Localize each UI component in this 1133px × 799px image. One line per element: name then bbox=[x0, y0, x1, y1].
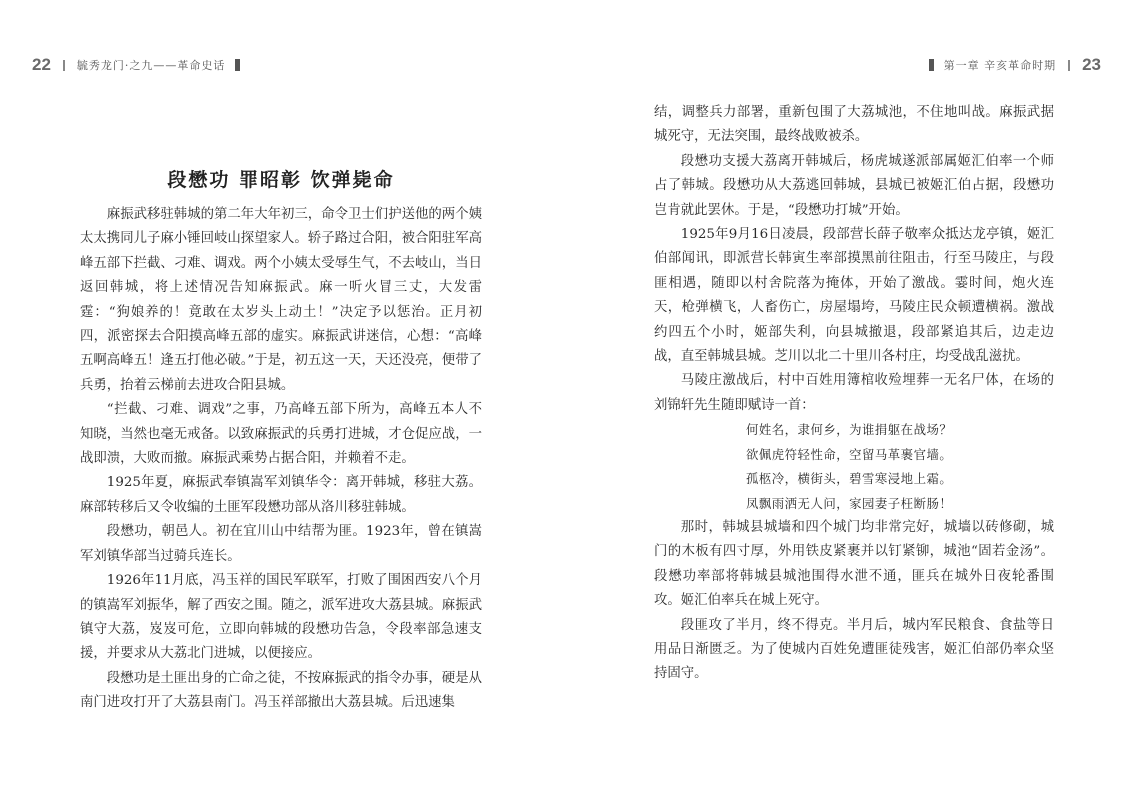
paragraph: 段懋功支援大荔离开韩城后，杨虎城遂派部属姬汇伯率一个师占了韩城。段懋功从大荔逃回韩城，县城已被姬汇伯占据，段懋功岂肯就此罢休。于是，“段懋功打城”开始。 bbox=[654, 153, 1054, 218]
page-number-right: 23 bbox=[1082, 55, 1101, 74]
paragraph: 段懋功，朝邑人。初在宜川山中结帮为匪。1923年，曾在镇嵩军刘镇华部当过骑兵连长。 bbox=[80, 524, 482, 564]
left-column bbox=[80, 203, 482, 716]
paragraph: 段匪攻了半月，终不得克。半月后，城内军民粮食、食盐等日用品日渐匮乏。为了使城内百姓免遭匪徒残害，姬汇伯部仍率众坚持固守。 bbox=[654, 617, 1054, 682]
paragraph: 1925年9月16日凌晨，段部营长薛子敬率众抵达龙亭镇，姬汇伯部闻讯，即派营长韩寅生率部摸黑前往阻击，行至马陵庄，与段匪相遇，随即以村舍院落为掩体，开始了激战。霎时间，炮火连天，枪弹横飞，人畜伤亡，房屋塌垮，马陵庄民众顿遭横祸。激战约四五个小时，姬部失利，向县城撤退，段部紧追其后，边走边战，直至韩城县城。芝川以北二十里川各村庄，均受战乱滋扰。 bbox=[654, 227, 1054, 365]
paragraph: 麻振武移驻韩城的第二年大年初三，命令卫士们护送他的两个姨太太携同儿子麻小锤回岐山探望家人。轿子路过合阳，被合阳驻军高峰五部下拦截、刁难、调戏。两个小姨太受辱生气，不去岐山，当日返回韩城，将上述情况告知麻振武。麻一听火冒三丈，大发雷霆：“狗娘养的！竟敢在太岁头上动土！”决定予以惩治。正月初四，派密探去合阳摸高峰五部的虚实。麻振武讲迷信，心想：“高峰五啊高峰五！逢五打他必破。”于是，初五这一天，天还没亮，便带了兵勇，抬着云梯前去进攻合阳县城。 bbox=[80, 207, 482, 393]
poem-line: 凤飘雨洒无人问，家园妻子枉断肠！ bbox=[746, 495, 953, 511]
page-number-left: 22 bbox=[32, 55, 51, 74]
paragraph: 1925年夏，麻振武奉镇嵩军刘镇华令：离开韩城，移驻大荔。麻部转移后又令收编的土匪军段懋功部从洛川移驻韩城。 bbox=[80, 475, 482, 515]
poem-line: 何姓名，隶何乡，为谁捐躯在战场？ bbox=[746, 422, 953, 438]
chapter-title: 第一章 辛亥革命时期 bbox=[943, 59, 1057, 72]
header-right bbox=[919, 54, 1101, 76]
poem-line: 欲佩虎符轻性命，空留马革裹官墙。 bbox=[746, 446, 953, 462]
paragraph: 结，调整兵力部署，重新包围了大荔城池，不住地叫战。麻振武据城死守，无法突围，最终战败被杀。 bbox=[654, 105, 1054, 145]
article-title: 段懋功 罪昭彰 饮弹毙命 bbox=[167, 169, 395, 191]
header-separator bbox=[1068, 60, 1070, 71]
right-column bbox=[654, 101, 1054, 687]
paragraph: 马陵庄激战后，村中百姓用簿棺收殓埋葬一无名尸体，在场的刘锦轩先生随即赋诗一首： bbox=[654, 373, 1054, 413]
paragraph: 1926年11月底，冯玉祥的国民军联军，打败了围困西安八个月的镇嵩军刘振华，解了西安之围。随之，派军进攻大荔县城。麻振武镇守大荔，岌岌可危，立即向韩城的段懋功告急，令段率部急速支援，并要求从大荔北门进城，以便接应。 bbox=[80, 573, 482, 662]
book-title: 毓秀龙门·之九——革命史话 bbox=[76, 59, 226, 72]
paragraph: 那时，韩城县城墙和四个城门均非常完好，城墙以砖修砌，城门的木板有四寸厚，外用铁皮紧裹并以钉紧铆，城池“固若金汤”。段懋功率部将韩城县城池围得水泄不通，匪兵在城外日夜轮番围攻。姬汇伯率兵在城上死守。 bbox=[654, 519, 1054, 609]
paragraph: 段懋功是土匪出身的亡命之徒，不按麻振武的指令办事，硬是从南门进攻打开了大荔县南门。冯玉祥部撤出大荔县城。后迅速集 bbox=[80, 670, 482, 711]
paragraph: “拦截、刁难、调戏”之事，乃高峰五部下所为，高峰五本人不知晓，当然也毫无戒备。以致麻振武的兵勇打进城，才仓促应战，一战即溃，大败而撤。麻振武乘势占据合阳，并赖着不走。 bbox=[80, 402, 482, 467]
header-block-mark bbox=[235, 59, 240, 71]
header-left bbox=[32, 54, 250, 76]
header-separator bbox=[63, 60, 65, 71]
header-block-mark bbox=[929, 59, 934, 71]
poem-line: 孤柩冷，横街头，碧雪寒浸地上霜。 bbox=[746, 471, 953, 487]
